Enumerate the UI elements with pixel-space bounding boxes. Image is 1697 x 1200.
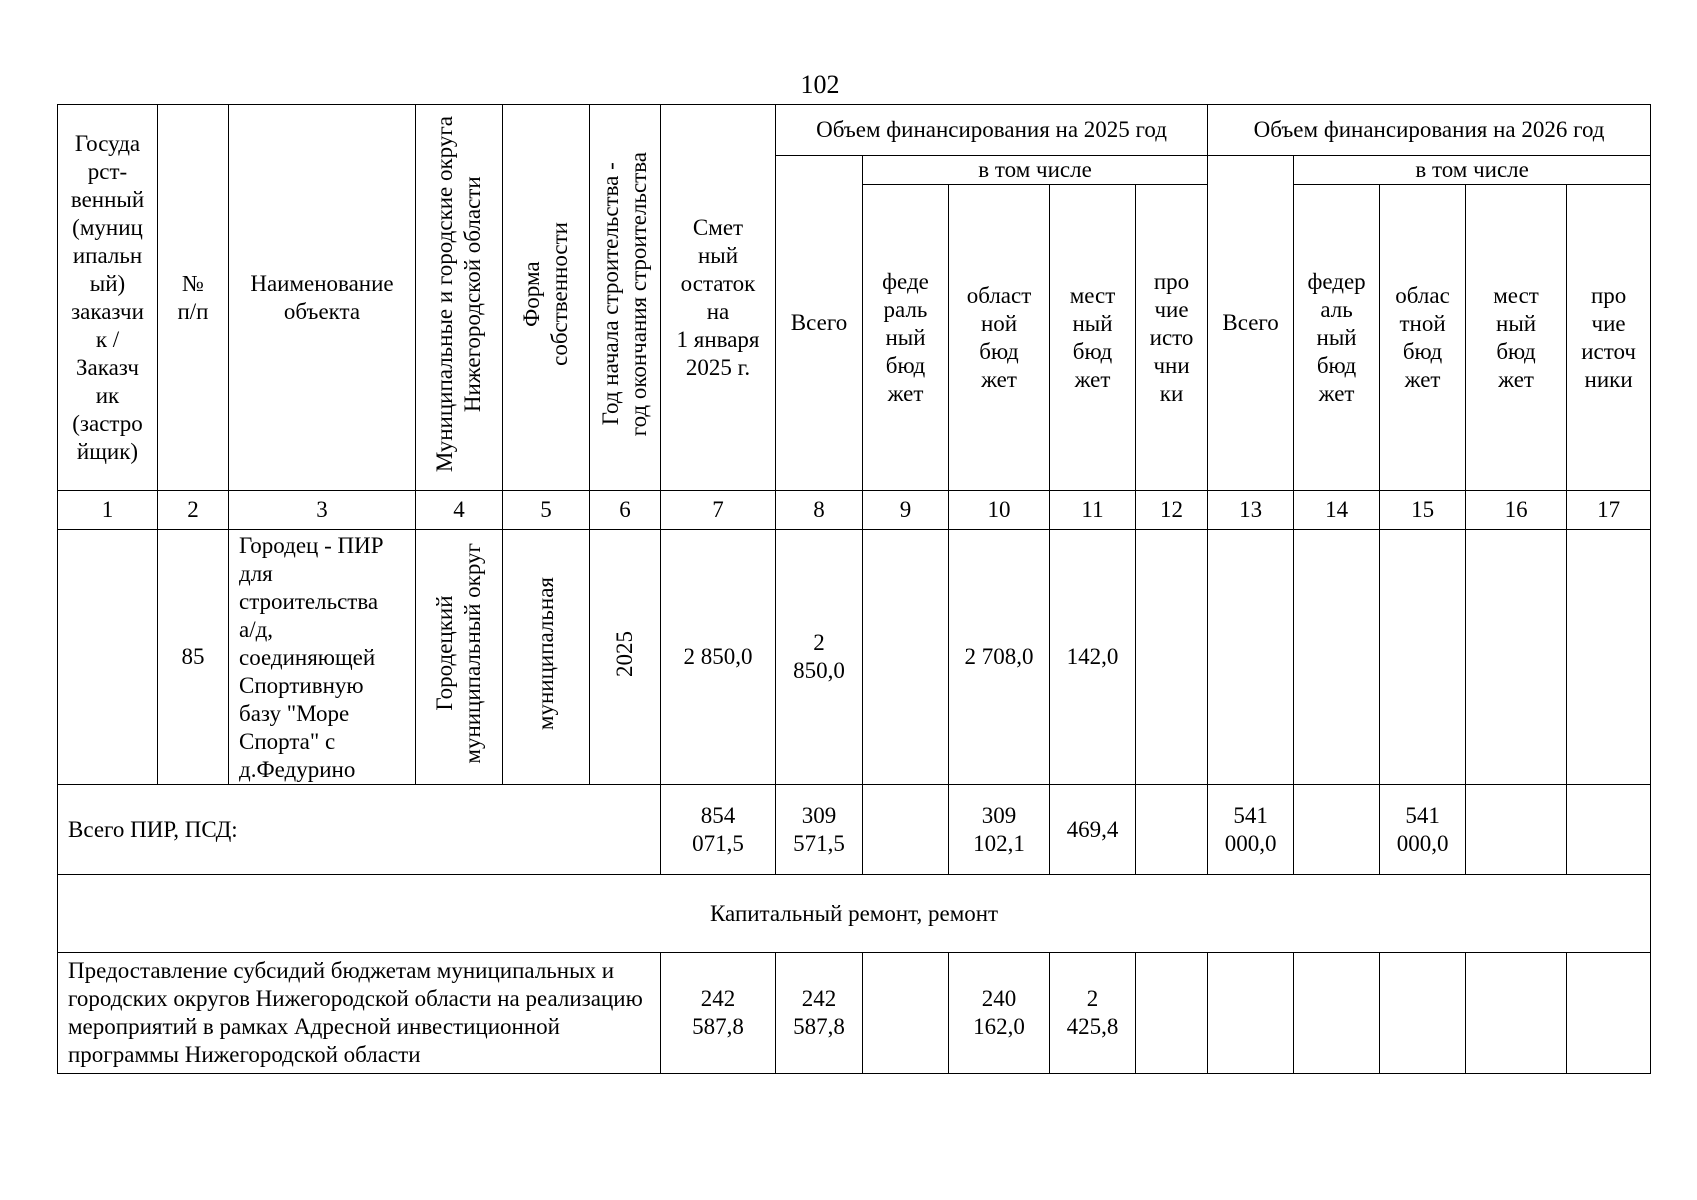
total-balance: 854 071,5: [661, 785, 776, 875]
total-total-2025: 309 571,5: [776, 785, 863, 875]
subsidy-regional-2026: [1380, 953, 1466, 1074]
column-number: 15: [1380, 491, 1466, 530]
total-local-2026: [1466, 785, 1567, 875]
table-row-subsidy: [58, 953, 1651, 1074]
object-years: 2025: [590, 530, 661, 785]
investment-program-table: [57, 104, 1651, 1074]
column-number: 13: [1208, 491, 1294, 530]
column-number: 6: [590, 491, 661, 530]
total-local-2025: 469,4: [1050, 785, 1136, 875]
header-regional-2025: област ной бюд жет: [949, 185, 1050, 491]
column-number: 17: [1567, 491, 1651, 530]
header-local-2025: мест ный бюд жет: [1050, 185, 1136, 491]
subsidy-other-2026: [1567, 953, 1651, 1074]
object-total-2026: [1208, 530, 1294, 785]
object-local-2026: [1466, 530, 1567, 785]
subsidy-federal-2025: [863, 953, 949, 1074]
object-balance: 2 850,0: [661, 530, 776, 785]
column-number-row: [58, 491, 1651, 530]
header-including-2025: в том числе: [863, 156, 1208, 185]
header-other-2026: про чие источ ники: [1567, 185, 1651, 491]
column-number: 5: [503, 491, 590, 530]
object-local-2025: 142,0: [1050, 530, 1136, 785]
total-federal-2025: [863, 785, 949, 875]
header-funding-2026: Объем финансирования на 2026 год: [1208, 105, 1651, 156]
subsidy-federal-2026: [1294, 953, 1380, 1074]
object-federal-2026: [1294, 530, 1380, 785]
object-number: 85: [158, 530, 229, 785]
object-district: Городецкий муниципальный округ: [416, 530, 503, 785]
section-row: [58, 875, 1651, 953]
column-number: 16: [1466, 491, 1567, 530]
subsidy-label: Предоставление субсидий бюджетам муниципальных и городских округов Нижегородской области на реализацию мероприятий в рамках Адресной инвестиционной программы Нижегородской области: [58, 953, 661, 1074]
column-number: 9: [863, 491, 949, 530]
subsidy-regional-2025: 240 162,0: [949, 953, 1050, 1074]
total-other-2026: [1567, 785, 1651, 875]
column-number: 7: [661, 491, 776, 530]
header-federal-2025: феде раль ный бюд жет: [863, 185, 949, 491]
column-number: 4: [416, 491, 503, 530]
total-federal-2026: [1294, 785, 1380, 875]
header-funding-2025: Объем финансирования на 2025 год: [776, 105, 1208, 156]
header-regional-2026: облас тной бюд жет: [1380, 185, 1466, 491]
object-regional-2026: [1380, 530, 1466, 785]
column-number: 2: [158, 491, 229, 530]
object-other-2025: [1136, 530, 1208, 785]
subsidy-total-2026: [1208, 953, 1294, 1074]
object-name: Городец - ПИР для строительства а/д, соединяющей Спортивную базу "Море Спорта" с д.Федурино: [229, 530, 416, 785]
column-number: 10: [949, 491, 1050, 530]
total-label: Всего ПИР, ПСД:: [58, 785, 661, 875]
object-ownership: муниципальная: [503, 530, 590, 785]
header-district: Муниципальные и городские округа Нижегородской области: [416, 105, 503, 491]
header-number: № п/п: [158, 105, 229, 491]
table-row: [58, 530, 1651, 785]
header-total-2026: Всего: [1208, 156, 1294, 491]
total-regional-2025: 309 102,1: [949, 785, 1050, 875]
column-number: 3: [229, 491, 416, 530]
header-ownership: Форма собственности: [503, 105, 590, 491]
object-total-2025: 2 850,0: [776, 530, 863, 785]
column-number: 14: [1294, 491, 1380, 530]
column-number: 12: [1136, 491, 1208, 530]
header-local-2026: мест ный бюд жет: [1466, 185, 1567, 491]
header-years: Год начала строительства - год окончания строительства: [590, 105, 661, 491]
header-customer: Госуда рст- венный (муниц ипальн ый) заказчи к / Заказч ик (застро йщик): [58, 105, 158, 491]
column-number: 8: [776, 491, 863, 530]
subsidy-local-2026: [1466, 953, 1567, 1074]
section-heading: Капитальный ремонт, ремонт: [58, 875, 1651, 953]
subsidy-balance: 242 587,8: [661, 953, 776, 1074]
object-federal-2025: [863, 530, 949, 785]
object-other-2026: [1567, 530, 1651, 785]
column-number: 1: [58, 491, 158, 530]
header-federal-2026: федер аль ный бюд жет: [1294, 185, 1380, 491]
header-object-name: Наименование объекта: [229, 105, 416, 491]
page-number: 102: [800, 70, 840, 99]
table-row-total: [58, 785, 1651, 875]
total-total-2026: 541 000,0: [1208, 785, 1294, 875]
total-regional-2026: 541 000,0: [1380, 785, 1466, 875]
subsidy-other-2025: [1136, 953, 1208, 1074]
total-other-2025: [1136, 785, 1208, 875]
header-balance: Смет ный остаток на 1 января 2025 г.: [661, 105, 776, 491]
subsidy-total-2025: 242 587,8: [776, 953, 863, 1074]
header-including-2026: в том числе: [1294, 156, 1651, 185]
object-customer: [58, 530, 158, 785]
header-other-2025: про чие исто чни ки: [1136, 185, 1208, 491]
subsidy-local-2025: 2 425,8: [1050, 953, 1136, 1074]
column-number: 11: [1050, 491, 1136, 530]
object-regional-2025: 2 708,0: [949, 530, 1050, 785]
header-total-2025: Всего: [776, 156, 863, 491]
